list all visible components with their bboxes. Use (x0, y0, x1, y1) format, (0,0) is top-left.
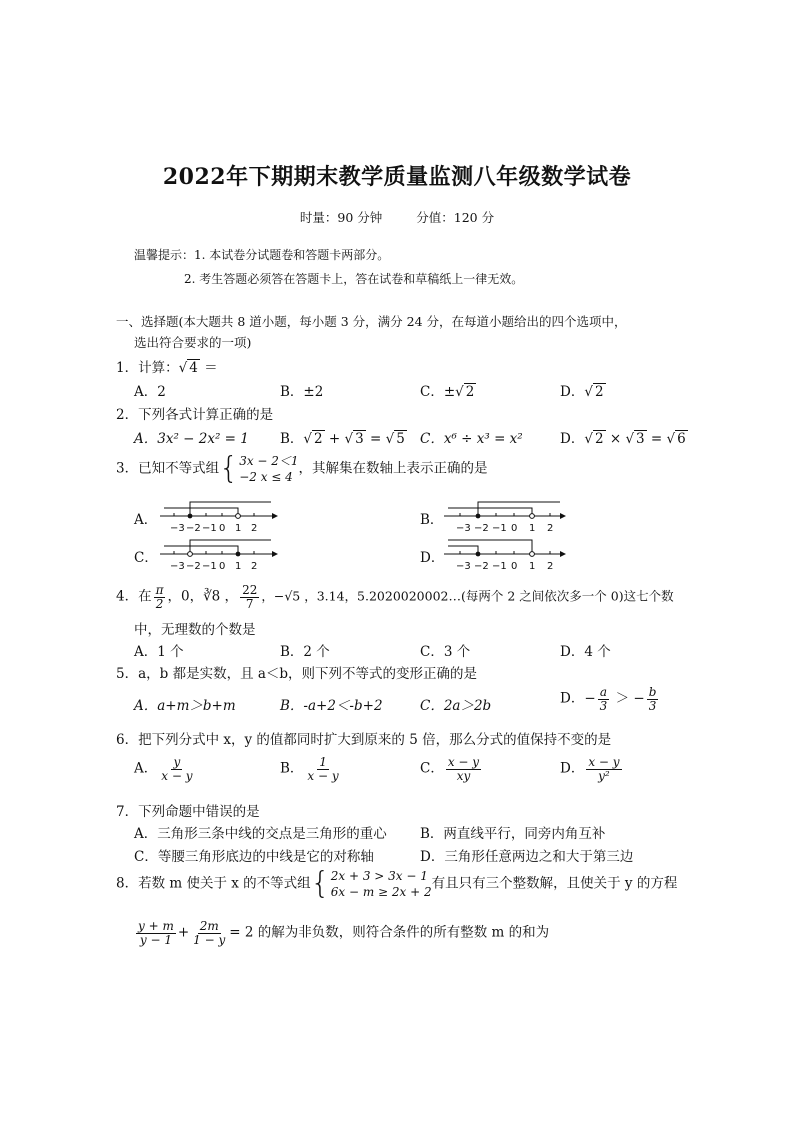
q6-option-c: C． $\frac{x - y}{xy}$ (420, 755, 480, 783)
q4-option-c: C．3 个 (420, 644, 471, 660)
q5-option-b: B．-a+2＜-b+2 (280, 698, 383, 714)
svg-text:−1: −1 (202, 561, 217, 572)
sqrt-symbol: √ 4 (178, 360, 198, 376)
q7-option-b: B．两直线平行，同旁内角互补 (420, 826, 606, 842)
question-6-stem: 6．把下列分式中 x，y 的值都同时扩大到原来的 5 倍，那么分式的值保持不变的是 (116, 732, 612, 748)
svg-text:1: 1 (529, 523, 536, 534)
q3-option-c-label: C． (134, 550, 158, 566)
svg-text:2: 2 (547, 523, 554, 534)
question-3-stem: 3．已知不等式组 { 3x − 2＜1 −2 x ≤ 4 ，其解集在数轴上表示正确的是 (116, 451, 488, 487)
number-line-d (440, 532, 570, 574)
inequality-system: { 3x − 2＜1 −2 x ≤ 4 (219, 451, 299, 487)
q2-option-b: B．√ 2 + √ 3 = √ 5 (280, 431, 405, 447)
question-5-stem: 5．a，b 都是实数，且 a＜b，则下列不等式的变形正确的是 (116, 666, 478, 682)
question-4-stem-cont: 中，无理数的个数是 (134, 622, 256, 638)
svg-text:−2: −2 (186, 561, 201, 572)
time-limit: 时量：90 分钟 (299, 210, 383, 225)
q2-option-d: D．√ 2 × √ 3 = √ 6 (560, 431, 686, 447)
q4-option-d: D．4 个 (560, 644, 611, 660)
question-7-stem: 7．下列命题中错误的是 (116, 804, 260, 820)
q7-option-a: A．三角形三条中线的交点是三角形的重心 (134, 826, 387, 842)
q7-option-c: C．等腰三角形底边的中线是它的对称轴 (134, 849, 374, 865)
question-8-stem: 8．若数 m 使关于 x 的不等式组 { 2x + 3 > 3x − 1 6x − m ≥ 2x + 2 有且只有三个整数解，且使关于 y 的方程 (116, 866, 678, 902)
q3-option-a-label: A． (134, 512, 158, 528)
svg-text:0: 0 (511, 561, 518, 572)
svg-text:0: 0 (219, 561, 226, 572)
exam-info (0, 208, 794, 226)
section-1-heading: 一、选择题(本大题共 8 道小题，每小题 3 分，满分 24 分，在每道小题给出的四个选项中， (116, 314, 627, 329)
number-line-a (156, 494, 281, 536)
q1-option-c: C．±√ 2 (420, 384, 475, 400)
q3-option-b-label: B． (420, 512, 444, 528)
total-score: 分值：120 分 (416, 210, 495, 225)
question-8-equation: $\frac{y + m}{y - 1}$ + $\frac{2m}{1 - y}$ = 2 的解为非负数，则符合条件的所有整数 m 的和为 (138, 919, 550, 947)
svg-text:−3: −3 (456, 561, 471, 572)
question-2-stem: 2．下列各式计算正确的是 (116, 407, 274, 423)
svg-text:−3: −3 (456, 523, 471, 534)
number-line-b (440, 494, 570, 536)
q2-option-a: A．3x² − 2x² = 1 (134, 431, 249, 447)
number-line-c (156, 532, 281, 574)
q4-option-a: A．1 个 (134, 644, 184, 660)
svg-text:0: 0 (511, 523, 518, 534)
svg-text:−1: −1 (202, 523, 217, 534)
svg-text:1: 1 (529, 561, 536, 572)
svg-text:2: 2 (547, 561, 554, 572)
svg-text:−2: −2 (474, 523, 489, 534)
svg-text:2: 2 (251, 523, 258, 534)
q6-option-d: D． $\frac{x - y}{\text{y²}}$ (560, 755, 620, 783)
inequality-system: { 2x + 3 > 3x − 1 6x − m ≥ 2x + 2 (310, 866, 432, 902)
tips-label: 温馨提示： (134, 248, 195, 262)
svg-text:−2: −2 (186, 523, 201, 534)
q4-option-b: B．2 个 (280, 644, 330, 660)
svg-text:0: 0 (219, 523, 226, 534)
q1-option-a: A．2 (134, 384, 166, 400)
svg-text:2: 2 (251, 561, 258, 572)
question-4-stem: 4．在 $\frac{\pi}{2}$ ，0，∛8 ， $\frac{22}{7}$ ，−√5 ，3.14，5.2020020002…(每两个 2 之间依次多一个 0)这七个数 (116, 583, 674, 611)
svg-text:−1: −1 (492, 523, 507, 534)
svg-text:−3: −3 (170, 523, 185, 534)
exam-title: 2022年下期期末教学质量监测八年级数学试卷 (162, 164, 632, 190)
q2-option-c: C．x⁶ ÷ x³ = x² (420, 431, 523, 447)
svg-text:−1: −1 (492, 561, 507, 572)
section-1-heading-cont: 选出符合要求的一项) (134, 335, 252, 350)
tips-line-2: 2. 考生答题必须答在答题卡上，答在试卷和草稿纸上一律无效。 (184, 272, 524, 286)
q5-option-a: A．a+m＞b+m (134, 698, 236, 714)
svg-text:1: 1 (235, 523, 242, 534)
q7-option-d: D．三角形任意两边之和大于第三边 (420, 849, 634, 865)
q3-option-d-label: D． (420, 550, 445, 566)
q6-option-b: B． $\frac{1}{x - y}$ (280, 755, 339, 783)
svg-text:1: 1 (235, 561, 242, 572)
q6-option-a: A． $\frac{y}{x - y}$ (134, 755, 193, 783)
q5-option-d: D．− $\frac{a}{3}$ ＞ − $\frac{b}{3}$ (560, 685, 657, 713)
question-1-stem: 1．计算：√ 4 ＝ (116, 360, 218, 376)
tips-line-1: 温馨提示：1. 本试卷分试题卷和答题卡两部分。 (134, 248, 390, 262)
q1-option-b: B．±2 (280, 384, 324, 400)
svg-text:−3: −3 (170, 561, 185, 572)
q1-option-d: D．√ 2 (560, 384, 604, 400)
svg-text:−2: −2 (474, 561, 489, 572)
q5-option-c: C．2a＞2b (420, 698, 492, 714)
